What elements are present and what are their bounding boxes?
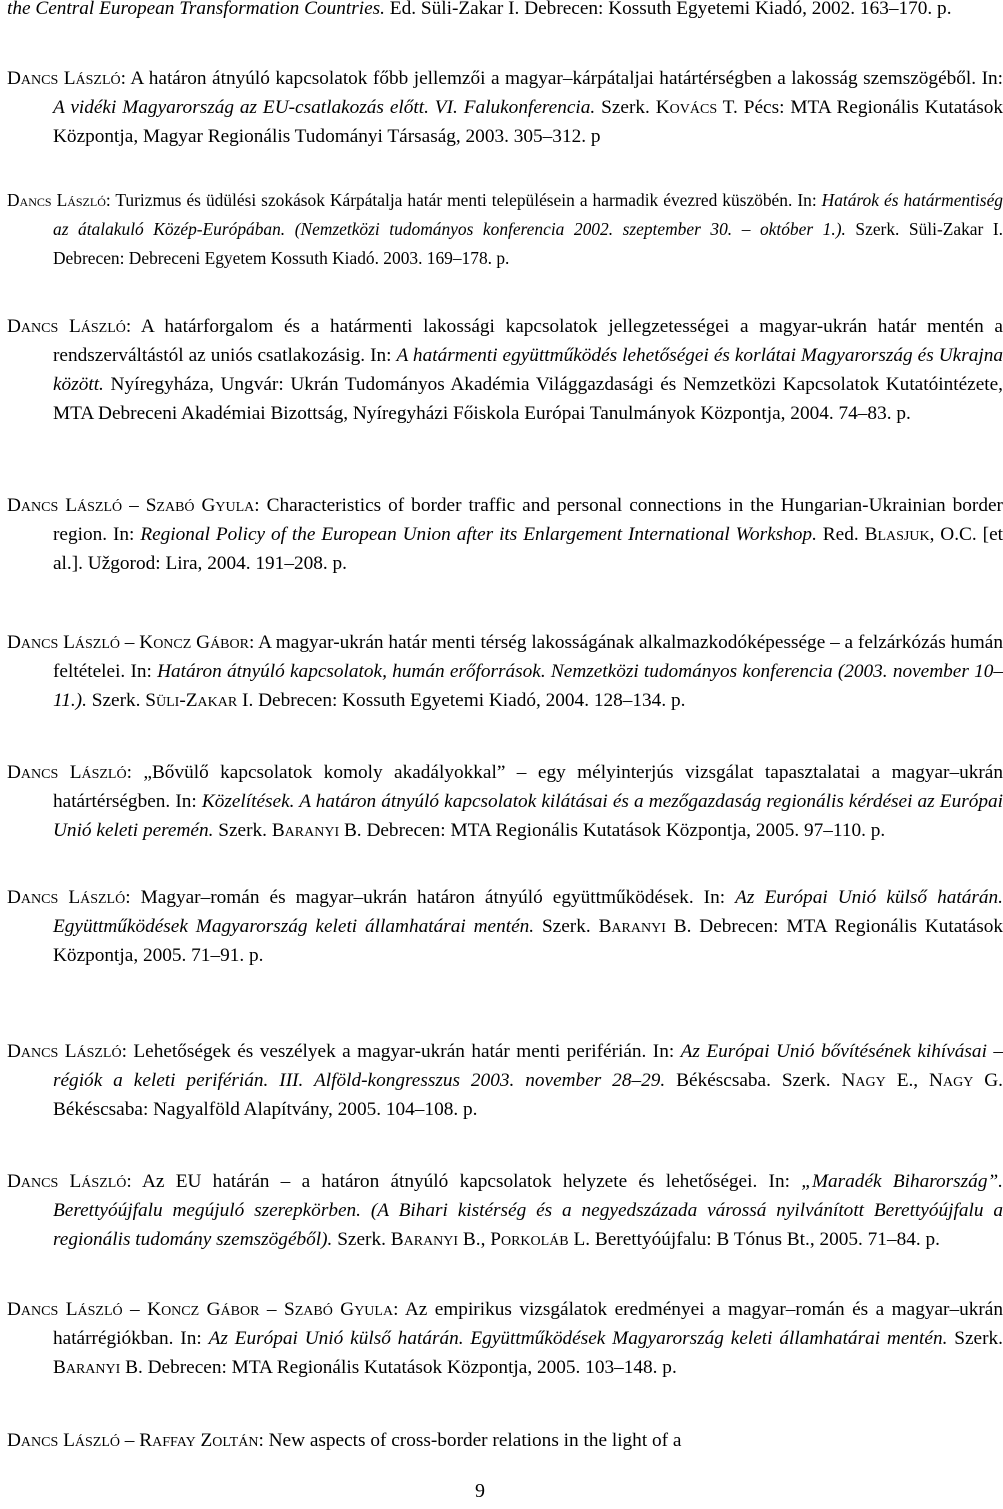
bibliography-entry [7,883,1003,970]
author-name: Nagy [929,1070,974,1091]
citation-text: Szerk. [947,1328,1003,1349]
author-name: Porkoláb [490,1229,569,1250]
citation-text: Szerk. [595,97,656,118]
title-text: A határmenti együttműködés lehetőségei és korlátai Magyarország és Ukrajna között. [53,345,1003,395]
citation-text: : New aspects of cross-border relations in the light of a [258,1430,682,1451]
bibliography-entry [7,0,1003,23]
citation-text: B. Debrecen: MTA Regionális Kutatások Központja, 2005. 103–148. p. [120,1357,677,1378]
bibliography-entry [7,491,1003,578]
bibliography-entry [7,1167,1003,1254]
citation-text: Ed. Süli-Zakar I. Debrecen: Kossuth Egyetemi Kiadó, 2002. 163–170. p. [384,0,952,19]
citation-text: Szerk. [213,820,272,841]
author-name: Dancs László [7,316,126,337]
citation-text: : A határforgalom és a határmenti lakossági kapcsolatok jellegzetességei a magyar-ukrán határ mentén a rendszerváltástól az uniós csatlakozásig. In: [53,316,1003,366]
author-name: Dancs László [7,190,106,210]
author-name: Dancs László [7,1041,122,1062]
citation-text: , O.C. [et al.]. Užgorod: Lira, 2004. 191–208. p. [53,524,1003,574]
citation-text: Szerk. [534,916,599,937]
author-name: Dancs László [7,762,127,783]
citation-text: : Magyar–román és magyar–ukrán határon átnyúló együttműködések. In: [125,887,736,908]
title-text: Közelítések. A határon átnyúló kapcsolatok kilátásai és a mezőgazdaság regionális kérdései az Európai Unió keleti peremén. [53,791,1003,841]
author-name: Dancs László – Raffay Zoltán [7,1430,259,1451]
citation-text: Szerk. [332,1229,391,1250]
author-name: Baranyi [271,820,340,841]
citation-text: : „Bővülő kapcsolatok komoly akadályokkal” – egy mélyinterjús vizsgálat tapasztalatai a magyar–ukrán határtérségben. In: [53,762,1003,812]
bibliography-entry [7,758,1003,845]
citation-text: Red. [816,524,865,545]
title-text: „Maradék Biharország”. Berettyóújfalu megújuló szerepkörben. (A Bihari kistérség és a negyedszázada várossá nyilvánított Berettyóújfalu a regionális tudomány szemszögéből). [53,1171,1003,1250]
citation-text: : A határon átnyúló kapcsolatok főbb jellemzői a magyar–kárpátaljai határtérségben a lakosság szemszögéből. In: [120,68,1003,89]
citation-text: L. Berettyóújfalu: B Tónus Bt., 2005. 71–84. p. [568,1229,940,1250]
author-name: Dancs László – Koncz Gábor [7,632,249,653]
title-text: Határok és határmentiség az átalakuló Közép-Európában. (Nemzetközi tudományos konferencia 2002. szeptember 30. – október 1.). [53,190,1003,239]
bibliography-entry [7,1426,1003,1455]
citation-text: Békéscsaba. Szerk. [665,1070,842,1091]
citation-text: Nyíregyháza, Ungvár: Ukrán Tudományos Akadémia Világgazdasági és Nemzetközi Kapcsolatok Kutatóintézete, MTA Debreceni Akadémiai Bizottság, Nyíregyházi Főiskola Európai Tanulmányok Központja, 2004. 74–83. p. [53,374,1003,424]
citation-text: : Turizmus és üdülési szokások Kárpátalja határ menti településein a harmadik évezred küszöbén. In: [105,190,822,210]
citation-text: Szerk. Süli-Zakar I. Debrecen: Debreceni Egyetem Kossuth Kiadó. 2003. 169–178. p. [53,219,1003,268]
citation-text: : Az empirikus vizsgálatok eredményei a magyar–román és a magyar–ukrán határrégiókban. In: [53,1299,1003,1349]
author-name: Blasjuk [864,524,930,545]
citation-text: : Characteristics of border traffic and personal connections in the Hungarian-Ukrainian border region. In: [53,495,1003,545]
title-text: A vidéki Magyarország az EU-csatlakozás előtt. VI. Falukonferencia. [53,97,596,118]
title-text: Regional Policy of the European Union after its Enlargement International Workshop. [140,524,817,545]
author-name: Dancs László [7,887,126,908]
title-text: Az Európai Unió külső határán. Együttműködések Magyarország keleti államhatárai mentén. [53,887,1003,937]
author-name: Dancs László – Koncz Gábor – Szabó Gyula [7,1299,394,1320]
title-text: Határon átnyúló kapcsolatok, humán erőforrások. Nemzetközi tudományos konferencia (2003. november 10–11.). [53,661,1003,711]
bibliography-entry [7,1295,1003,1382]
author-name: Baranyi [390,1229,459,1250]
author-name: Dancs László [7,68,121,89]
bibliography-entry [7,312,1003,428]
bibliography-entry [7,64,1003,151]
author-name: Baranyi [53,1357,121,1378]
author-name: Dancs László [7,1171,127,1192]
citation-text: B., [458,1229,491,1250]
citation-text: T. Pécs: MTA Regionális Kutatások Központja, Magyar Regionális Tudományi Társaság, 2003. 305–312. p [53,97,1003,147]
bibliography-entry [7,186,1003,273]
author-name: Kovács [655,97,718,118]
author-name: Dancs László – Szabó Gyula [7,495,255,516]
citation-text: B. Debrecen: MTA Regionális Kutatások Központja, 2005. 97–110. p. [339,820,886,841]
bibliography-entry [7,1037,1003,1124]
citation-text: : Az EU határán – a határon átnyúló kapcsolatok helyzete és lehetőségei. In: [126,1171,802,1192]
citation-text: : A magyar-ukrán határ menti térség lakosságának alkalmazkodóképessége – a felzárkózás humán feltételei. In: [53,632,1003,682]
citation-text: Szerk. [86,690,146,711]
citation-text: B. Debrecen: MTA Regionális Kutatások Központja, 2005. 71–91. p. [53,916,1003,966]
citation-text: G. Békéscsaba: Nagyalföld Alapítvány, 2005. 104–108. p. [53,1070,1003,1120]
title-text: the Central European Transformation Countries. [7,0,385,19]
author-name: Süli-Zakar [145,690,238,711]
bibliography-entry [7,628,1003,715]
citation-text: : Lehetőségek és veszélyek a magyar-ukrán határ menti periférián. In: [121,1041,681,1062]
title-text: Az Európai Unió külső határán. Együttműködések Magyarország keleti államhatárai mentén. [208,1328,948,1349]
author-name: Nagy [841,1070,886,1091]
citation-text: E., [885,1070,930,1091]
author-name: Baranyi [598,916,666,937]
page-number: 9 [475,1480,485,1502]
citation-text: I. Debrecen: Kossuth Egyetemi Kiadó, 2004. 128–134. p. [237,690,686,711]
title-text: Az Európai Unió bővítésének kihívásai – régiók a keleti periférián. III. Alföld-kongresszus 2003. november 28–29. [53,1041,1003,1091]
